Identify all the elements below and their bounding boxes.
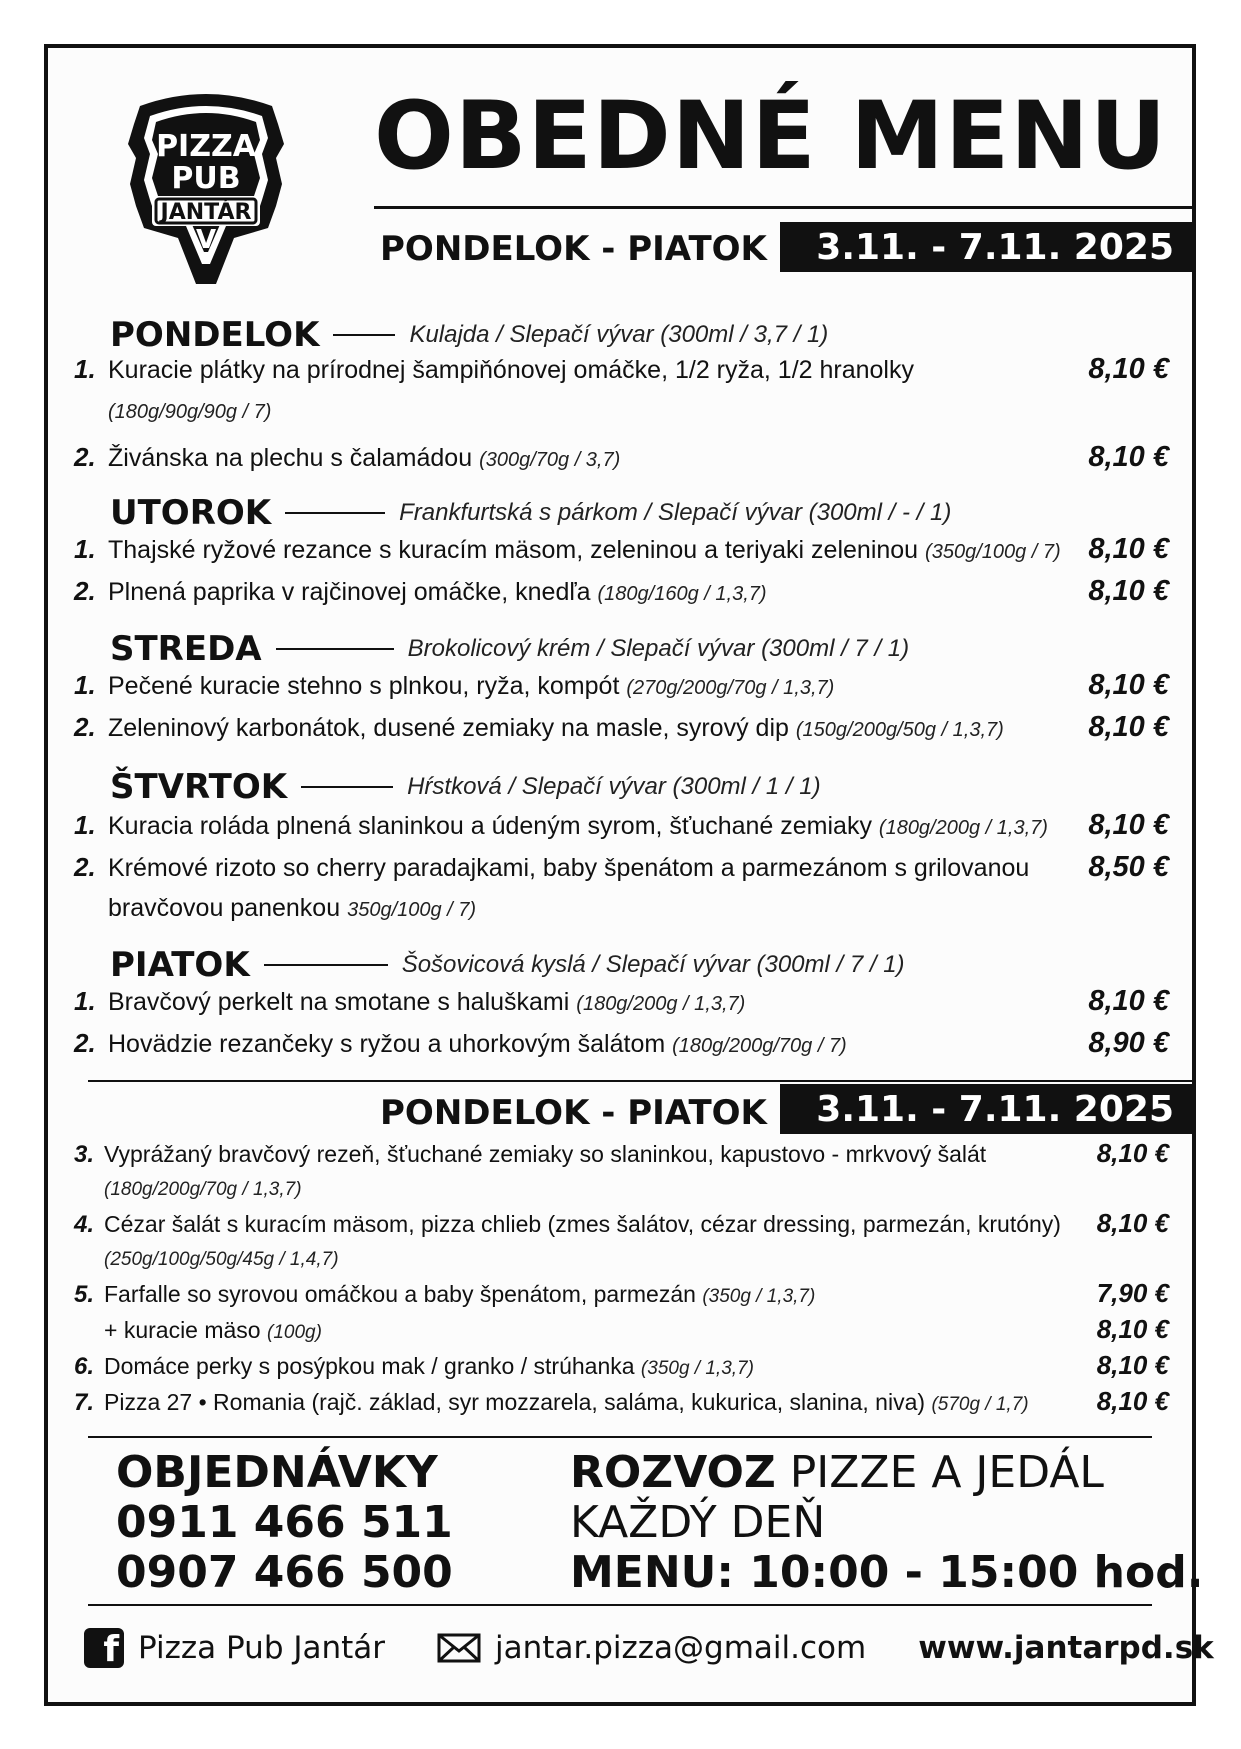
day-header-monday: [110, 315, 829, 355]
phone-2: 0907 466 500: [116, 1547, 453, 1598]
item-number: 5.: [74, 1281, 95, 1308]
item-weight: (300g/70g / 3,7): [479, 449, 621, 471]
item-weight: 350g/100g / 7): [347, 899, 477, 921]
item-name: Pizza 27 • Romania (rajč. základ, syr mozzarela, saláma, kukurica, slanina, niva): [104, 1389, 926, 1415]
item-price: 8,10 €: [1088, 711, 1169, 743]
item-weight: (180g/200g/70g / 7): [672, 1035, 847, 1057]
delivery-block: [570, 1448, 1203, 1598]
delivery-rest: PIZZE A JEDÁL: [775, 1447, 1104, 1498]
item-price: 8,10 €: [1096, 1138, 1169, 1168]
day-name: STREDA: [110, 629, 262, 669]
soup-text: Šošovicová kyslá / Slepačí vývar (300ml / 7 / 1): [401, 951, 905, 978]
item-number: 2.: [74, 576, 96, 606]
item-number: 1.: [74, 354, 96, 384]
item-weight: (180g/200g / 1,3,7): [576, 993, 746, 1015]
footer: [84, 1620, 1214, 1676]
menu-item: [74, 350, 1169, 430]
orders-label: OBJEDNÁVKY: [116, 1447, 438, 1498]
item-weight: (350g/100g / 7): [925, 541, 1061, 563]
day-name: PONDELOK: [110, 315, 320, 355]
item-number: 7.: [74, 1389, 95, 1416]
menu-hours: MENU: 10:00 - 15:00 hod.: [570, 1547, 1204, 1598]
item-number: 4.: [74, 1211, 95, 1238]
item-number: 1.: [74, 986, 96, 1016]
item-price: 8,50 €: [1088, 851, 1169, 883]
menu-item: [74, 530, 1169, 570]
day-header-wednesday: [110, 629, 910, 669]
item-price: 8,10 €: [1096, 1386, 1169, 1416]
item-weight: (180g/160g / 1,3,7): [597, 583, 767, 605]
menu-item: [74, 666, 1169, 706]
footer-rule: [88, 1604, 1152, 1606]
item-weight: (270g/200g/70g / 1,3,7): [626, 677, 835, 699]
item-price: 8,10 €: [1088, 353, 1169, 385]
item-weight: (180g/200g / 1,3,7): [878, 817, 1048, 839]
day-name: PIATOK: [110, 945, 250, 985]
day-header-friday: [110, 945, 905, 985]
item-name: Plnená paprika v rajčinovej omáčke, knedľa: [108, 578, 591, 606]
item-number: 2.: [74, 1028, 96, 1058]
soup-text: Frankfurtská s párkom / Slepačí vývar (300ml / - / 1): [399, 499, 952, 526]
logo-line4: V: [195, 225, 217, 255]
item-number: 2.: [74, 442, 96, 472]
item-price: 8,10 €: [1088, 985, 1169, 1017]
item-name: + kuracie mäso: [104, 1317, 261, 1343]
facebook-link[interactable]: [84, 1628, 385, 1668]
item-price: 8,10 €: [1096, 1208, 1169, 1238]
item-price: 8,10 €: [1088, 575, 1169, 607]
weekly-label: PONDELOK - PIATOK: [380, 1093, 767, 1133]
weekly-item: [74, 1208, 1169, 1275]
soup-text: Hŕstková / Slepačí vývar (300ml / 1 / 1): [407, 773, 821, 800]
day-name: ŠTVRTOK: [110, 767, 288, 807]
item-name: Krémové rizoto so cherry paradajkami, baby špenátom a parmezánom s grilovanou bravčovou panenkou: [108, 854, 1030, 922]
item-weight: (350g / 1,3,7): [702, 1286, 816, 1307]
delivery-bold: ROZVOZ: [570, 1447, 776, 1498]
item-price: 7,90 €: [1096, 1278, 1169, 1308]
item-weight: (180g/90g/90g / 7): [108, 401, 272, 423]
menu-item: [74, 1024, 1169, 1064]
item-name: Pečené kuracie stehno s plnkou, ryža, kompót: [108, 672, 620, 700]
facebook-icon: f: [84, 1628, 124, 1668]
logo-line2: PUB: [171, 161, 241, 196]
item-name: Domáce perky s posýpkou mak / granko / strúhanka: [104, 1353, 635, 1379]
item-weight: (180g/200g/70g / 1,3,7): [104, 1179, 302, 1201]
week-label: PONDELOK - PIATOK: [380, 229, 767, 269]
divider: [264, 964, 388, 966]
item-number: 1.: [74, 810, 96, 840]
email-link[interactable]: [437, 1630, 866, 1666]
item-weight: (570g / 1,7): [931, 1394, 1029, 1415]
day-header-tuesday: [110, 493, 952, 533]
item-name: Vyprážaný bravčový rezeň, šťuchané zemiaky so slaninkou, kapustovo - mrkvový šalát: [104, 1141, 987, 1167]
divider: [276, 648, 394, 650]
menu-item: [74, 438, 1169, 478]
weekly-dates: 3.11. - 7.11. 2025: [780, 1084, 1196, 1134]
menu-item: [74, 848, 1169, 928]
pizza-pub-jantar-logo: [118, 88, 294, 294]
item-number: 6.: [74, 1353, 95, 1380]
item-price: 8,10 €: [1088, 441, 1169, 473]
title-rule: [374, 206, 1196, 209]
item-name: Bravčový perkelt na smotane s haluškami: [108, 988, 570, 1016]
envelope-icon: [437, 1633, 481, 1663]
logo-line1: PIZZA: [156, 129, 256, 164]
item-name: Zeleninový karbonátok, dusené zemiaky na masle, syrový dip: [108, 714, 789, 742]
item-name: Kuracie plátky na prírodnej šampiňónovej omáčke, 1/2 ryža, 1/2 hranolky: [108, 356, 914, 384]
day-name: UTOROK: [110, 493, 272, 533]
item-name: Hovädzie rezančeky s ryžou a uhorkovým šalátom: [108, 1030, 666, 1058]
email-text: jantar.pizza@gmail.com: [495, 1630, 867, 1666]
item-price: 8,90 €: [1088, 1027, 1169, 1059]
item-name: Cézar šalát s kuracím mäsom, pizza chlieb (zmes šalátov, cézar dressing, parmezán, krutóny): [104, 1211, 1061, 1237]
divider: [285, 512, 385, 514]
item-name: Farfalle so syrovou omáčkou a baby špenátom, parmezán: [104, 1281, 696, 1307]
weekly-item: [74, 1138, 1169, 1205]
divider: [333, 334, 395, 336]
item-price: 8,10 €: [1096, 1350, 1169, 1380]
week-dates: 3.11. - 7.11. 2025: [780, 222, 1196, 272]
item-weight: (100g): [267, 1322, 322, 1343]
phone-1: 0911 466 511: [116, 1497, 453, 1548]
item-price: 8,10 €: [1088, 809, 1169, 841]
item-price: 8,10 €: [1088, 533, 1169, 565]
logo-line3: JANTÁR: [160, 200, 252, 225]
item-number: 2.: [74, 712, 96, 742]
page-title: OBEDNÉ MENU: [374, 82, 1168, 191]
orders-block: [116, 1448, 453, 1598]
facebook-text: Pizza Pub Jantár: [138, 1630, 386, 1666]
menu-item: [74, 806, 1169, 846]
item-price: 8,10 €: [1096, 1314, 1169, 1344]
website-link[interactable]: www.jantarpd.sk: [918, 1630, 1214, 1666]
soup-text: Brokolicový krém / Slepačí vývar (300ml / 7 / 1): [407, 635, 910, 662]
soup-text: Kulajda / Slepačí vývar (300ml / 3,7 / 1): [409, 321, 829, 348]
menu-item: [74, 982, 1169, 1022]
weekly-item: [74, 1386, 1169, 1419]
delivery-daily: KAŽDÝ DEŇ: [570, 1497, 826, 1548]
section-rule: [88, 1080, 1196, 1082]
menu-item: [74, 708, 1169, 748]
item-number: 2.: [74, 852, 96, 882]
item-number: 3.: [74, 1141, 95, 1168]
item-weight: (350g / 1,3,7): [640, 1358, 754, 1379]
item-price: 8,10 €: [1088, 669, 1169, 701]
item-number: 1.: [74, 534, 96, 564]
weekly-item-addon: [74, 1314, 1169, 1347]
day-header-thursday: [110, 767, 821, 807]
weekly-item: [74, 1278, 1169, 1311]
item-name: Živánska na plechu s čalamádou: [108, 444, 473, 472]
divider: [301, 786, 393, 788]
item-name: Thajské ryžové rezance s kuracím mäsom, zeleninou a teriyaki zeleninou: [108, 536, 919, 564]
item-name: Kuracia roláda plnená slaninkou a údeným syrom, šťuchané zemiaky: [108, 812, 872, 840]
menu-item: [74, 572, 1169, 612]
item-weight: (150g/200g/50g / 1,3,7): [795, 719, 1004, 741]
item-weight: (250g/100g/50g/45g / 1,4,7): [104, 1249, 339, 1271]
weekly-item: [74, 1350, 1169, 1383]
item-number: 1.: [74, 670, 96, 700]
section-rule: [88, 1436, 1152, 1438]
